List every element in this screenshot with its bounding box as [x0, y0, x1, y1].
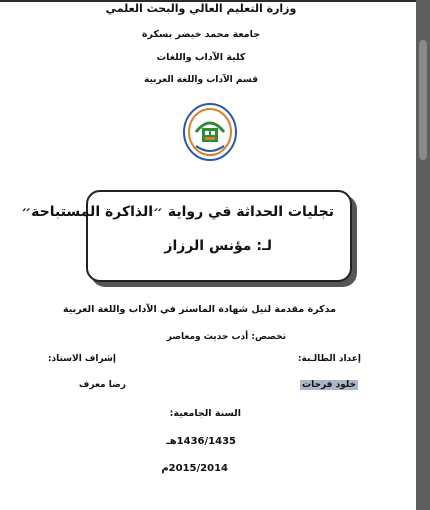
thesis-title-box	[21, 190, 352, 282]
thesis-author: لـ: مؤنس الرزاز	[164, 238, 272, 254]
prepared-by-label: إعداد الطالـبة:	[297, 354, 361, 364]
document-page	[0, 2, 416, 510]
memo-description: مذكرة مقدمة لنيل شهادة الماستر في الآداب واللغة العربية	[63, 304, 336, 315]
faculty-name: كلية الآداب واللغات	[156, 52, 246, 63]
thesis-title: تجليات الحداثة في رواية ״الذاكرة المستباحة״	[21, 204, 334, 220]
department-name: قسم الآداب واللغة العربية	[144, 75, 258, 85]
ministry-name: وزارة التعليم العالي والبحث العلمي	[105, 2, 297, 15]
supervisor-name: رضا معرف	[78, 380, 126, 390]
academic-year-label: السنة الجامعية:	[169, 408, 241, 419]
vertical-scrollbar[interactable]	[416, 0, 430, 510]
university-logo-icon	[182, 102, 238, 162]
specialization: تخصص: أدب حديث ومعاصر	[166, 332, 286, 342]
hijri-year: 1436/1435هـ	[166, 436, 236, 447]
supervisor-label: إشراف الاستاذ:	[47, 354, 116, 364]
university-name: جامعة محمد خيضر بسكرة	[141, 29, 261, 40]
student-name[interactable]: خلود فرحات	[302, 380, 356, 390]
gregorian-year: 2015/2014م	[161, 463, 228, 474]
scrollbar-thumb[interactable]	[419, 40, 427, 160]
